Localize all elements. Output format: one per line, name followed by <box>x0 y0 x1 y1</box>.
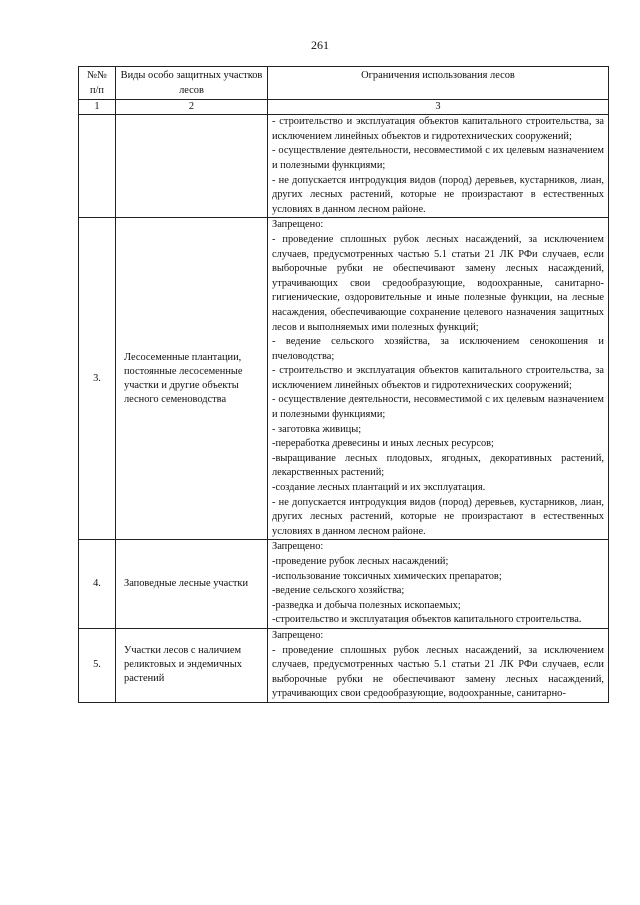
row-number <box>79 115 116 218</box>
restrictions-cell <box>268 540 609 629</box>
header-kind: Виды особо защитных участков лесов <box>116 67 268 100</box>
table-row <box>79 628 609 702</box>
protected-area-kind <box>116 115 268 218</box>
restriction-line: -создание лесных плантаций и их эксплуатация. <box>272 482 486 494</box>
protected-area-kind: Заповедные лесные участки <box>116 540 268 629</box>
protected-area-kind: Участки лесов с наличием реликтовых и эндемичных растений <box>116 628 268 702</box>
restrictions-cell <box>268 218 609 540</box>
restriction-line: -проведение рубок лесных насаждений; <box>272 556 449 567</box>
index-cell: 3 <box>268 100 609 115</box>
row-number: 3. <box>79 218 116 540</box>
restriction-line: - ведение сельского хозяйства, за исключением сенокошения и пчеловодства; <box>272 336 604 362</box>
restriction-line: -переработка древесины и иных лесных ресурсов; <box>272 438 494 450</box>
restriction-line: -использование токсичных химических препаратов; <box>272 570 502 582</box>
table-row <box>79 218 609 540</box>
index-cell: 1 <box>79 100 116 115</box>
column-index-row <box>79 100 609 115</box>
restriction-line: - строительство и эксплуатация объектов капитального строительства, за исключением линейных объектов и гидротехнических сооружений; <box>272 365 604 391</box>
restriction-line: - проведение сплошных рубок лесных насаждений, за исключением случаев, предусмотренных частью 5.1 статьи 21 ЛК РФи случаев, если выборочные рубки не обеспечивают замену лесных насаждений, утрачивающих свои средообразующие, водоохранные, санитарно-гигиенические, оздоровительные и иные полезные функции, на лесные насаждения, обеспечивающие сохранение целевого назначения защитных лесов и выполняемых ими полезных функций; <box>272 233 604 333</box>
row-number: 4. <box>79 540 116 629</box>
table-row <box>79 540 609 629</box>
table-header-row <box>79 67 609 100</box>
protected-area-kind: Лесосеменные плантации, постоянные лесосеменные участки и другие объекты лесного семеноводства <box>116 218 268 540</box>
restriction-line: - строительство и эксплуатация объектов капитального строительства, за исключением линейных объектов и гидротехнических сооружений; <box>272 116 604 142</box>
restrictions-cell <box>268 628 609 702</box>
header-restrictions: Ограничения использования лесов <box>268 67 609 100</box>
restriction-line: - не допускается интродукция видов (пород) деревьев, кустарников, лиан, других лесных растений, которые не произрастают в естественных условиях в данном лесном районе. <box>272 174 604 215</box>
restriction-line: Запрещено: <box>272 541 324 553</box>
header-number: №№ п/п <box>79 67 116 100</box>
restriction-line: - осуществление деятельности, несовместимой с их целевым назначением и полезными функциями; <box>272 394 604 421</box>
restriction-line: -разведка и добыча полезных ископаемых; <box>272 599 461 611</box>
index-cell: 2 <box>116 100 268 115</box>
page-number: 261 <box>311 38 329 52</box>
restriction-line: - заготовка живицы; <box>272 423 362 435</box>
table-row <box>79 115 609 218</box>
restriction-line: -строительство и эксплуатация объектов капитального строительства. <box>272 614 582 626</box>
restriction-line: -выращивание лесных плодовых, ягодных, декоративных растений, лекарственных растений; <box>272 452 604 479</box>
restrictions-table <box>78 66 609 703</box>
restriction-line: -ведение сельского хозяйства; <box>272 585 405 597</box>
restriction-line: Запрещено: <box>272 219 324 231</box>
restriction-line: - не допускается интродукция видов (пород) деревьев, кустарников, лиан, других лесных растений, которые не произрастают в естественных условиях в данном лесном районе. <box>272 496 604 537</box>
restriction-line: Запрещено: <box>272 629 324 641</box>
restrictions-cell <box>268 115 609 218</box>
restriction-line: - проведение сплошных рубок лесных насаждений, за исключением случаев, предусмотренных частью 5.1 статьи 21 ЛК РФи случаев, если выборочные рубки не обеспечивают замену лесных насаждений, утрачивающих свои средообразующие, водоохранные, санитарно- <box>272 644 604 700</box>
restriction-line: - осуществление деятельности, несовместимой с их целевым назначением и полезными функциями; <box>272 145 604 171</box>
row-number: 5. <box>79 628 116 702</box>
